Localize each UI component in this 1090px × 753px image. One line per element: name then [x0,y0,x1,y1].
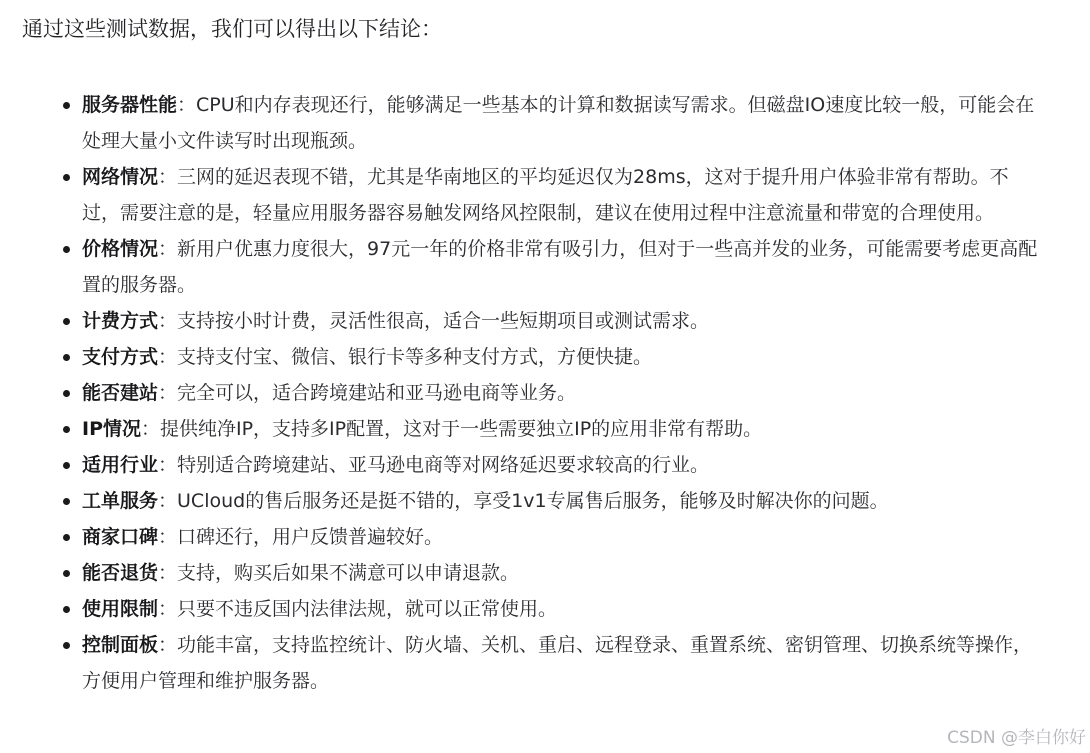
item-label: 能否退货 [82,562,159,584]
conclusion-list [82,87,1042,699]
item-label: 网络情况 [82,166,159,188]
list-item-ip [82,411,1042,447]
item-text: ：特别适合跨境建站、亚马逊电商等对网络延迟要求较高的行业。 [158,454,710,476]
item-label: 适用行业 [82,454,159,476]
item-text: ：新用户优惠力度很大，97元一年的价格非常有吸引力，但对于一些高并发的业务，可能需要考虑更高配置的服务器。 [82,238,1038,296]
item-text: ：提供纯净IP，支持多IP配置，这对于一些需要独立IP的应用非常有帮助。 [141,418,763,440]
item-label: 工单服务 [82,490,159,512]
item-label: 使用限制 [82,598,159,620]
item-label: 价格情况 [82,238,159,260]
list-item-industry [82,447,1042,483]
list-item-control-panel [82,627,1042,699]
list-item-website [82,375,1042,411]
list-item-billing [82,303,1042,339]
item-text: ：支持按小时计费，灵活性很高，适合一些短期项目或测试需求。 [158,310,710,332]
list-item-usage-limit [82,591,1042,627]
item-label: 能否建站 [82,382,159,404]
item-label: 控制面板 [82,634,159,656]
item-text: ：口碑还行，用户反馈普遍较好。 [158,526,444,548]
csdn-watermark: CSDN @李白你好 [947,728,1086,748]
item-label: 支付方式 [82,346,159,368]
intro-paragraph: 通过这些测试数据，我们可以得出以下结论： [22,17,442,41]
item-text: ：完全可以，适合跨境建站和亚马逊电商等业务。 [158,382,577,404]
item-text: ：只要不违反国内法律法规，就可以正常使用。 [158,598,558,620]
item-text: ：支持，购买后如果不满意可以申请退款。 [158,562,520,584]
list-item-reputation [82,519,1042,555]
list-item-server-performance [82,87,1042,159]
list-item-price [82,231,1042,303]
item-text: ：支持支付宝、微信、银行卡等多种支付方式，方便快捷。 [158,346,653,368]
item-text: ：UCloud的售后服务还是挺不错的，享受1v1专属售后服务，能够及时解决你的问题。 [158,490,889,512]
list-item-payment [82,339,1042,375]
item-text: ：CPU和内存表现还行，能够满足一些基本的计算和数据读写需求。但磁盘IO速度比较一般，可能会在处理大量小文件读写时出现瓶颈。 [82,94,1035,152]
item-label: 服务器性能 [82,94,178,116]
item-text: ：功能丰富，支持监控统计、防火墙、关机、重启、远程登录、重置系统、密钥管理、切换系统等操作，方便用户管理和维护服务器。 [82,634,1033,692]
item-label: 商家口碑 [82,526,159,548]
item-text: ：三网的延迟表现不错，尤其是华南地区的平均延迟仅为28ms，这对于提升用户体验非常有帮助。不过，需要注意的是，轻量应用服务器容易触发网络风控限制，建议在使用过程中注意流量和带宽的合理使用。 [82,166,1009,224]
list-item-network [82,159,1042,231]
item-label: 计费方式 [82,310,159,332]
list-item-ticket-service [82,483,1042,519]
item-label: IP情况 [82,418,141,440]
list-item-refund [82,555,1042,591]
